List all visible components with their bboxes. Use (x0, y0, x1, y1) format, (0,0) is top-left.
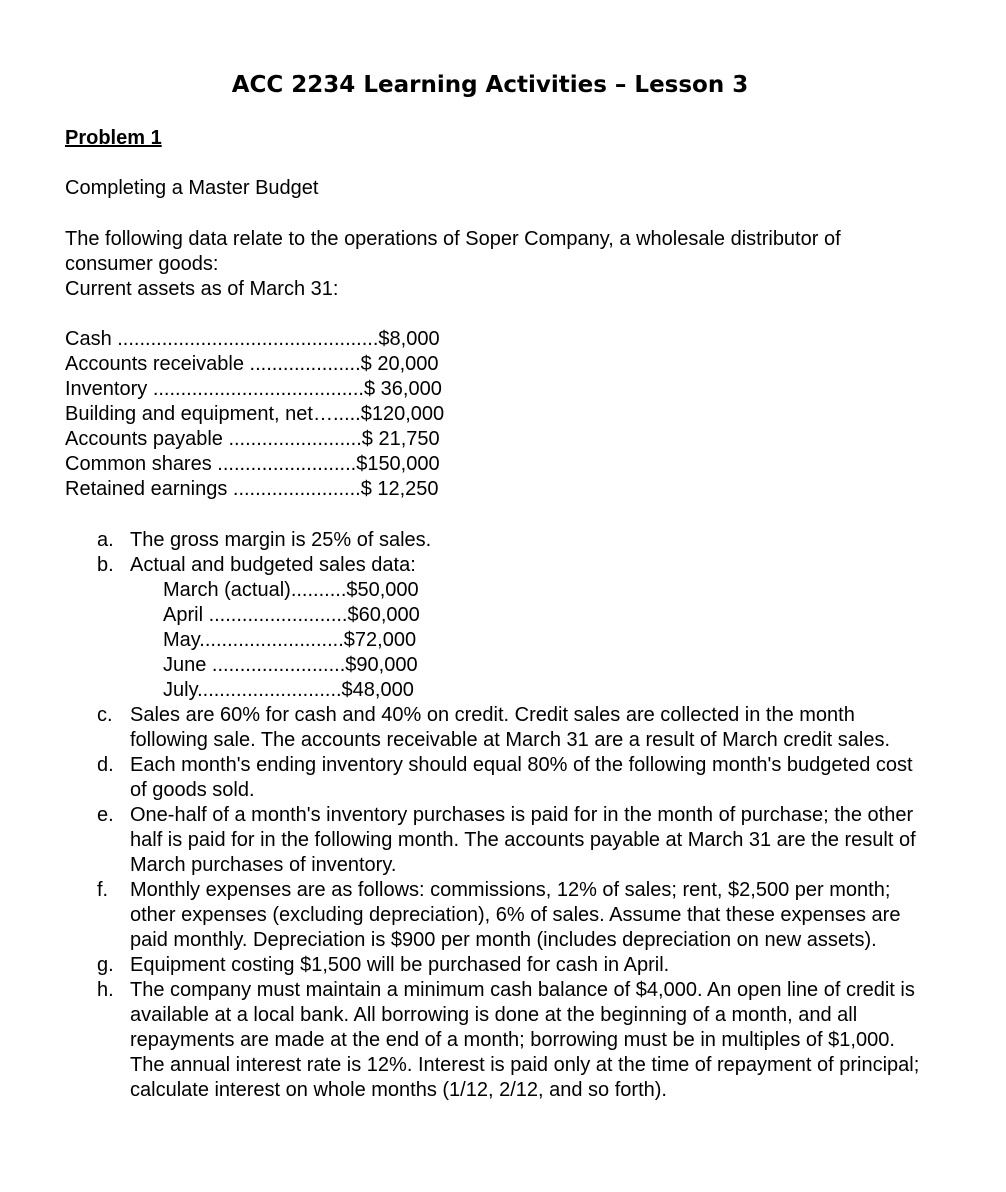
sales-data-list (130, 578, 927, 703)
balance-inventory: Inventory ......................................$ 36,000 (65, 378, 442, 400)
balance-retained-earnings: Retained earnings .......................$ 12,250 (65, 478, 439, 500)
item-text: One-half of a month's inventory purchases is paid for in the month of purchase; the other half is paid for in the following month. The accounts payable at March 31 are the result of March purchases of inventory. (130, 804, 916, 876)
item-letter: c. (97, 704, 113, 726)
item-text: The company must maintain a minimum cash balance of $4,000. An open line of credit is available at a local bank. All borrowing is done at the beginning of a month, and all repayments are made at the end of a month; borrowing must be in multiples of $1,000. The annual interest rate is 12%. Interest is paid only at the time of repayment of principal; calculate interest on whole months (1/12, 2/12, and so forth). (130, 979, 920, 1101)
assumption-list (97, 528, 927, 1103)
balance-accounts-payable: Accounts payable ........................$ 21,750 (65, 428, 440, 450)
balance-building-equipment: Building and equipment, net….....$120,000 (65, 403, 445, 425)
item-letter: a. (97, 529, 114, 551)
list-item (97, 703, 927, 753)
balance-accounts-receivable: Accounts receivable ....................$ 20,000 (65, 353, 439, 375)
item-text: Equipment costing $1,500 will be purchased for cash in April. (130, 954, 670, 976)
problem-heading: Problem 1 (65, 127, 162, 149)
document-title: ACC 2234 Learning Activities – Lesson 3 (231, 72, 749, 98)
list-item (97, 878, 927, 953)
sales-may: May..........................$72,000 (163, 629, 417, 651)
intro-line: The following data relate to the operations of Soper Company, a wholesale distributor of (65, 228, 841, 250)
sales-june: June ........................$90,000 (163, 654, 418, 676)
intro-paragraph (65, 227, 935, 302)
item-text: Monthly expenses are as follows: commissions, 12% of sales; rent, $2,500 per month; other expenses (excluding depreciation), 6% of sales. Assume that these expenses are paid monthly. Depreciation is $900 per month (includes depreciation on new assets). (130, 879, 901, 951)
problem-subtitle: Completing a Master Budget (65, 177, 319, 199)
intro-line: consumer goods: (65, 253, 219, 275)
sales-july: July..........................$48,000 (163, 679, 414, 701)
sales-march: March (actual)..........$50,000 (163, 579, 419, 601)
item-letter: b. (97, 554, 114, 576)
list-item (97, 528, 927, 553)
list-item (97, 978, 927, 1103)
item-letter: h. (97, 979, 114, 1001)
balance-common-shares: Common shares .........................$150,000 (65, 453, 440, 475)
sales-april: April .........................$60,000 (163, 604, 420, 626)
item-letter: g. (97, 954, 114, 976)
item-text: The gross margin is 25% of sales. (130, 529, 432, 551)
list-item (97, 803, 927, 878)
item-letter: d. (97, 754, 114, 776)
balance-list (65, 327, 565, 502)
list-item (97, 553, 927, 703)
item-text: Actual and budgeted sales data: (130, 554, 416, 576)
item-text: Each month's ending inventory should equal 80% of the following month's budgeted cost of goods sold. (130, 754, 913, 801)
item-letter: e. (97, 804, 114, 826)
item-letter: f. (97, 879, 109, 901)
list-item (97, 953, 927, 978)
balance-cash: Cash ...............................................$8,000 (65, 328, 440, 350)
item-text: Sales are 60% for cash and 40% on credit. Credit sales are collected in the month following sale. The accounts receivable at March 31 are a result of March credit sales. (130, 704, 890, 751)
intro-line: Current assets as of March 31: (65, 278, 339, 300)
list-item (97, 753, 927, 803)
